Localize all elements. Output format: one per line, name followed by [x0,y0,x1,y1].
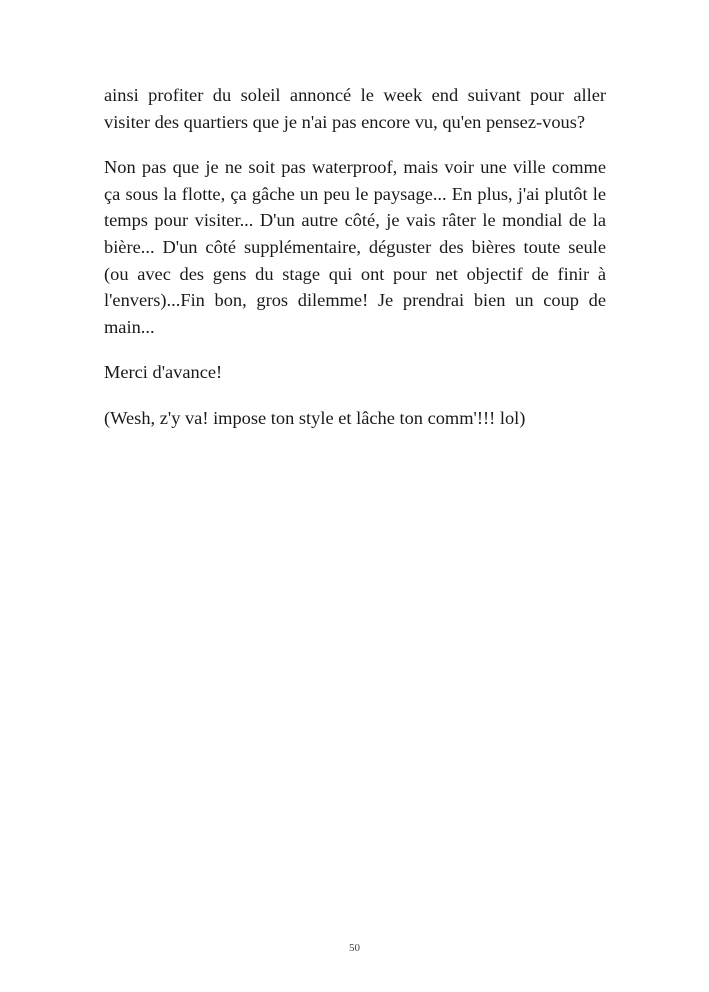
paragraph-aside: (Wesh, z'y va! impose ton style et lâche ton comm'!!! lol) [104,407,526,428]
paragraph-dilemma: Non pas que je ne soit pas waterproof, mais voir une ville comme ça sous la flotte, ça gâche un peu le paysage... En plus, j'ai plutôt le temps pour visiter... D'un autre côté, je vais râter le mondial de la bière... D'un côté supplémentaire, déguster des bières toute seule (ou avec des gens du stage qui ont pour net objectif de finir à l'envers)...Fin bon, gros dilemme! Je prendrai bien un coup de main... [104,157,606,337]
paragraph-thanks: Merci d'avance! [104,362,223,383]
body-text [104,82,606,451]
paragraph-sun-weekend: ainsi profiter du soleil annoncé le week end suivant pour aller visiter des quartiers que je n'ai pas encore vu, qu'en pensez-vous? [104,85,606,132]
page-number: 50 [349,942,360,954]
